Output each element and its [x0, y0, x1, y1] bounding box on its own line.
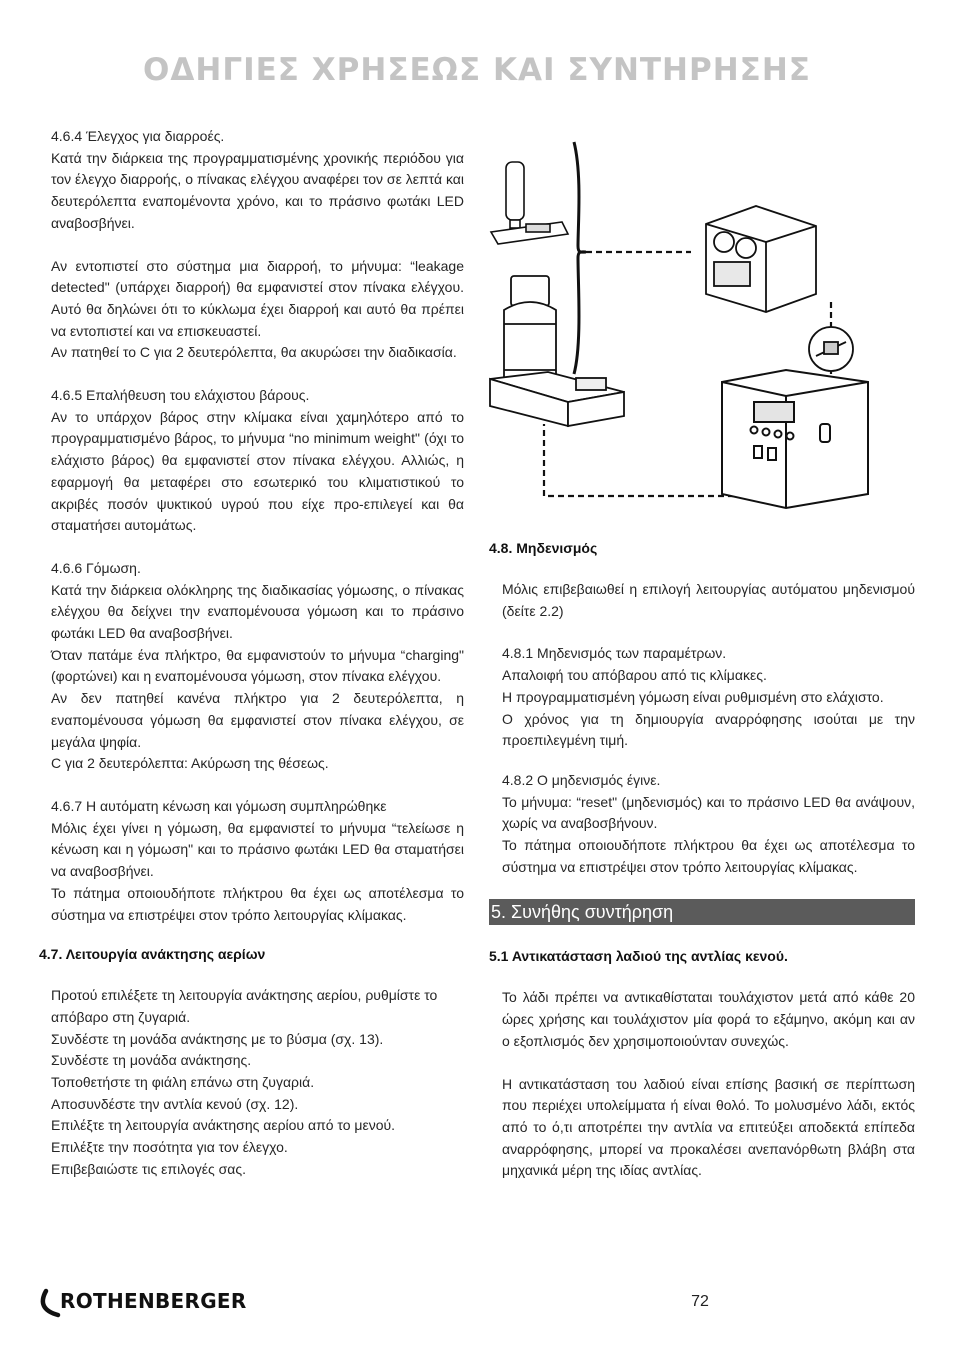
section-4-6-7-title: 4.6.7 Η αυτόματη κένωση και γόμωση συμπληρώθηκε	[51, 797, 387, 814]
section-4-7-line: Επιλέξτε την ποσότητα για τον έλεγχο.	[51, 1139, 288, 1156]
small-cylinder-icon	[491, 162, 568, 244]
section-4-6-4-paragraph: Αν πατηθεί το C για 2 δευτερόλεπτα, θα ακυρώσει την διαδικασία.	[51, 344, 457, 361]
section-4-8-1-title: 4.8.1 Μηδενισμός των παραμέτρων.	[502, 645, 727, 662]
section-4-7-line: Συνδέστε τη μονάδα ανάκτησης με το βύσμα (σχ. 13).	[51, 1030, 384, 1047]
section-4-8-2-paragraph: Το πάτημα οποιουδήποτε πλήκτρου θα έχει ως αποτέλεσμα το σύστημα να επιστρέψει στον τρόπο λειτουργίας κλίμακας.	[502, 837, 915, 875]
section-4-6-4-paragraph: Αν εντοπιστεί στο σύστημα μια διαρροή, το μήνυμα: “leakage detected" (υπάρχει διαρροή) θα εμφανιστεί στον πίνακα ελέγχου. Αυτό θα δηλώνει ότι το κύκλωμα έχει διαρροή και αυτό θα πρέπει να εντοπιστεί και να επισκευαστεί.	[51, 257, 464, 339]
section-5-1-paragraph: Η αντικατάσταση του λαδιού είναι επίσης βασική σε περίπτωση που περιέχει υπολείμματα ή είναι θολό. Το μολυσμένο λάδι, εκτός από το ό,τι αποτρέπει την αντλία να επιτεύξει αποδεκτά επίπεδα αναρρόφησης, μπορεί να προκαλέσει ανεπανόρθωτη βλάβη στα μηχανικά μέρη της ιδίας αντλίας.	[502, 1075, 915, 1179]
section-4-6-6-paragraph: Κατά την διάρκεια ολόκληρης της διαδικασίας γόμωσης, ο πίνακας ελέγχου θα δείχνει την εναπομένουσα γόμωση και το πράσινο φωτάκι LED θα αναβοσβήνει.	[51, 581, 464, 642]
page-title: ΟΔΗΓΙΕΣ ΧΡΗΣΕΩΣ ΚΑΙ ΣΥΝΤΗΡΗΣΗΣ	[143, 52, 811, 88]
section-4-8-heading: 4.8. Μηδενισμός	[489, 540, 598, 556]
coupling-icon	[809, 327, 853, 371]
section-4-7-line: Συνδέστε τη μονάδα ανάκτησης.	[51, 1052, 252, 1069]
section-4-6-6-paragraph: C για 2 δευτερόλεπτα: Ακύρωση της θέσεως.	[51, 755, 329, 772]
section-4-8-1-paragraph: Απαλοιφή του απόβαρου από τις κλίμακες.	[502, 667, 767, 684]
section-4-6-5-title: 4.6.5 Επαλήθευση του ελάχιστου βάρους.	[51, 387, 310, 404]
weighing-scale-icon	[490, 372, 624, 426]
left-column	[39, 126, 464, 1181]
section-4-7-line: Επιλέξτε τη λειτουργία ανάκτησης αερίου από το μενού.	[51, 1117, 396, 1134]
brand-logo	[38, 1287, 268, 1321]
section-4-8-2-title: 4.8.2 Ο μηδενισμός έγινε.	[502, 771, 661, 788]
section-5-heading: 5. Συνήθης συντήρηση	[489, 899, 915, 925]
section-4-7-line: Τοποθετήστε τη φιάλη επάνω στη ζυγαριά.	[51, 1074, 315, 1091]
section-4-8-1-paragraph: Ο χρόνος για τη δημιουργία αναρρόφησης ισούται με την προεπιλεγμένη τιμή.	[502, 710, 915, 749]
section-4-6-5-paragraph: Αν το υπάρχον βάρος στην κλίμακα είναι χαμηλότερο από το προγραμματισμένο βάρος, το μήνυμα “no minimum weight" (όχι το ελάχιστο βάρος) θα εμφανιστεί στον πίνακα ελέγχου. Αλλιώς, η εφαρμογή θα μεταφέρει στο εσωτερικό του κλιματιστικού το ακριβές ποσόν ψυκτικού υγρού που είχε προ-επιλεγεί και θα σταματήσει αυτομάτως.	[51, 408, 464, 534]
section-4-7-line: Επιβεβαιώστε τις επιλογές σας.	[51, 1160, 247, 1177]
section-5-1-heading: 5.1 Αντικατάσταση λαδιού της αντλίας κενού.	[489, 948, 788, 965]
section-4-8-paragraph: Μόλις επιβεβαιωθεί η επιλογή λειτουργίας αυτόματου μηδενισμού (δείτε 2.2)	[502, 581, 915, 619]
section-4-8-2-paragraph: Το μήνυμα: “reset" (μηδενισμός) και το πράσινο LED θα ανάψουν, χωρίς να αναβοσβήνουν.	[502, 793, 915, 832]
connection-diagram	[486, 134, 916, 526]
section-4-6-4-title: 4.6.4 Έλεγχος για διαρροές.	[51, 128, 225, 144]
recovery-unit-icon	[706, 206, 816, 312]
section-4-6-7-paragraph: Το πάτημα οποιουδήποτε πλήκτρου θα έχει ως αποτέλεσμα το σύστημα να επιστρέψει στον τρόπο λειτουργίας κλίμακας.	[51, 884, 464, 923]
section-4-6-7-paragraph: Μόλις έχει γίνει η γόμωση, θα εμφανιστεί το μήνυμα “τελείωσε η κένωση και η γόμωση" και το πράσινο φωτάκι LED θα σταματήσει να αναβοσβήνει.	[51, 819, 464, 880]
charging-station-icon	[722, 370, 868, 508]
section-4-6-6-paragraph: Όταν πατάμε ένα πλήκτρο, θα εμφανιστούν το μήνυμα “charging" (φορτώνει) και η εναπομένουσα γόμωση, στον πίνακα ελέγχου.	[51, 646, 464, 685]
section-4-6-6-title: 4.6.6 Γόμωση.	[51, 559, 141, 576]
right-column	[489, 538, 915, 1182]
brand-name: ROTHENBERGER	[60, 1289, 247, 1313]
section-4-6-6-paragraph: Αν δεν πατηθεί κανένα πλήκτρο για 2 δευτερόλεπτα, η εναπομένουσα γόμωση θα εμφανιστεί στον πίνακα ελέγχου, σε μεγάλα ψηφία.	[51, 690, 464, 750]
section-5-1-paragraph: Το λάδι πρέπει να αντικαθίσταται τουλάχιστον μετά από κάθε 20 ώρες χρήσης και τουλάχιστον μία φορά το εξάμηνο, ακόμη και αν ο εξοπλισμός δεν χρησιμοποιούνταν συνεχώς.	[502, 989, 915, 1049]
section-4-7-line: Αποσυνδέστε την αντλία κενού (σχ. 12).	[51, 1095, 299, 1112]
section-4-6-4-paragraph: Κατά την διάρκεια της προγραμματισμένης χρονικής περιόδου για τον έλεγχο διαρροής, ο πίνακας ελέγχου αναφέρει τον σε λεπτά και δευτερόλεπτα εναπομένοντα χρόνο, και το πράσινο φωτάκι LED αναβοσβήνει.	[51, 149, 464, 231]
section-4-7-line: Προτού επιλέξετε τη λειτουργία ανάκτησης αερίου, ρυθμίστε το απόβαρο στη ζυγαριά.	[51, 987, 438, 1025]
page-number: 72	[691, 1293, 709, 1310]
section-4-8-1-paragraph: Η προγραμματισμένη γόμωση είναι ρυθμισμένη στο ελάχιστο.	[502, 688, 884, 705]
section-4-7-heading: 4.7. Λειτουργία ανάκτησης αερίων	[39, 946, 266, 963]
